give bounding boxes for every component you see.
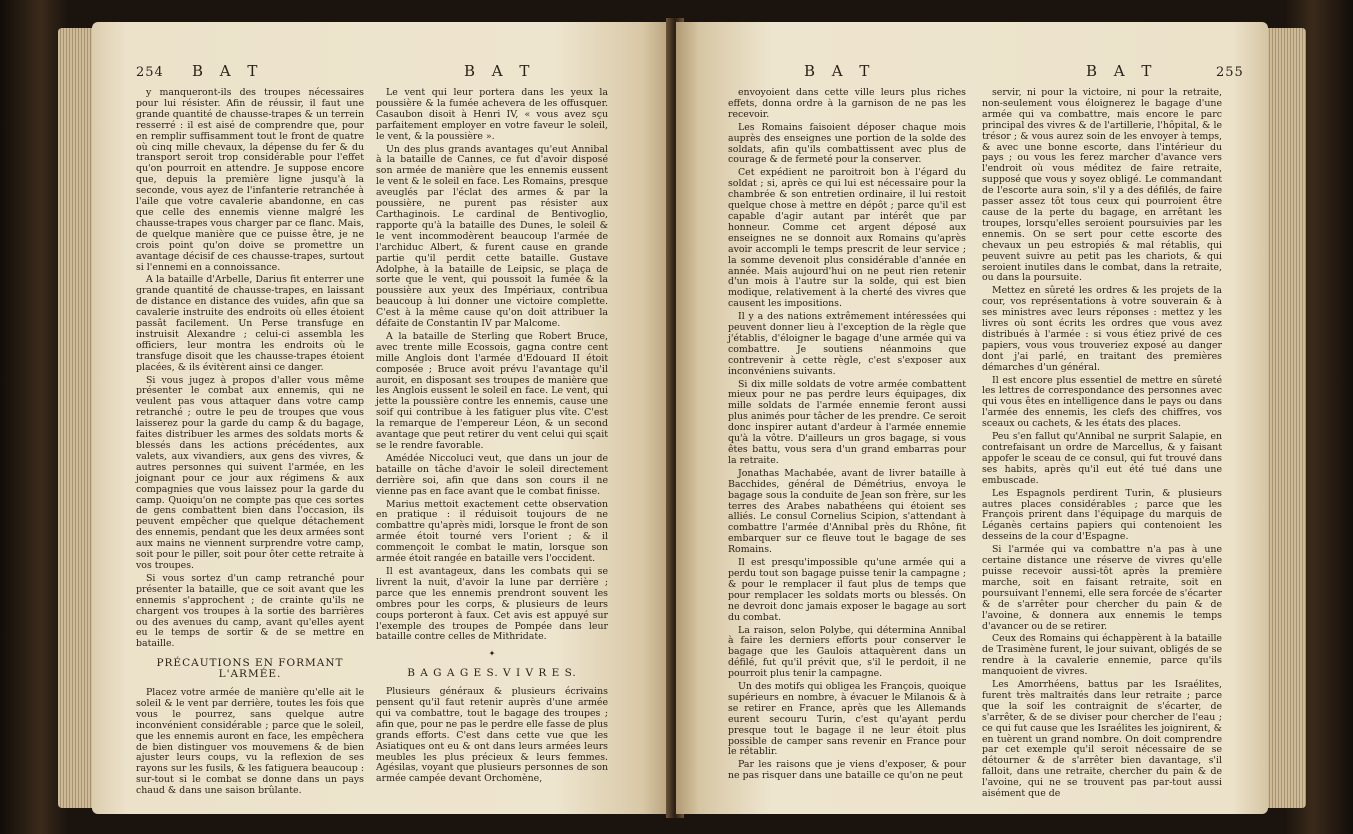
right-column-2	[982, 88, 1222, 802]
paragraph: Si l'armée qui va combattre n'a pas à une certaine distance une réserve de vivres qu'elle puisse recevoir aussi-tôt après la première marche, soit en faisant retraite, soit en poursuivant l'ennemi, elle sera forcée de s'écarter & de s'arrêter pour chercher du pain & de l'avoine, & donnera aux ennemis le temps d'avancer ou de se retirer.	[982, 544, 1222, 632]
paragraph: Placez votre armée de manière qu'elle ait le soleil & le vent par derrière, toutes les fois que vous le pourrez, sans quelque autre inconvénient considérable ; parce que le soleil, que les ennemis auront en face, les empêchera de bien distinguer vos mouvemens & de bien ajuster leurs coups, vu la reflexion de ses rayons sur les fusils, & les fatiguera beaucoup : sur-tout si le combat se donne dans un pays chaud & dans une saison brûlante.	[136, 687, 364, 797]
paragraph: La raison, selon Polybe, qui détermina Annibal à faire les derniers efforts pour conserver le bagage que les Gaulois attaquèrent dans un défilé, fut qu'il prévit que, s'il le perdoit, il ne pourroit plus tenir la campagne.	[728, 624, 966, 680]
left-page-number: 254	[136, 65, 164, 80]
paragraph: Jonathas Machabée, avant de livrer bataille à Bacchides, général de Démétrius, envoya le bagage sous la conduite de Jean son frère, sur les terres des Arabes nabathéens qui étoient ses alliés. Le consul Cornelius Scipion, s'attendant à combattre l'armée d'Annibal près du Rhône, fit embarquer sur ce fleuve tout le bagage de ses Romains.	[728, 467, 966, 556]
left-page	[92, 22, 672, 814]
left-column-2	[376, 88, 608, 787]
left-column-1	[136, 88, 364, 799]
left-head-word-2: B A T	[464, 62, 536, 80]
paragraph: Peu s'en fallut qu'Annibal ne surprit Salapie, en contrefaisant un ordre de Marcellus, & y faisant appofer le sceau de ce consul, qui fut trouvé dans ses habits, après qu'il eut été tué dans une embuscade.	[982, 431, 1222, 486]
paragraph: Si dix mille soldats de votre armée combattent mieux pour ne pas perdre leurs équipages, dix mille soldats de l'armée ennemie feront aussi plus animés pour tâcher de les prendre. Ce seroit donc inspirer autant d'ardeur à l'armée ennemie qu'à la vôtre. D'ailleurs un gros bagage, si vous êtes battu, vous sera d'un grand embarras pour la retraite.	[728, 378, 966, 466]
paragraph: Il est avantageux, dans les combats qui se livrent la nuit, d'avoir la lune par derrière ; parce que les ennemis prendront souvent les ombres pour les corps, & plusieurs de leurs coups porteront à faux. Cet avis est appuyé sur l'exemple des troupes de Pompée dans leur bataille contre celles de Mithridate.	[376, 565, 608, 643]
ornament-icon: ✦	[488, 649, 496, 659]
paragraph: A la bataille d'Arbelle, Darius fit enterrer une grande quantité de chausse-trapes, en laissant de distance en distance des vuides, afin que sa cavalerie instruite des endroits où elles étoient passât facilement. Un Perse transfuge en instruisit Alexandre ; celui-ci assembla les officiers, leur montra les endroits où le transfuge disoit que les chausse-trapes étoient placées, & ils évitèrent ainsi ce danger.	[136, 274, 364, 373]
paragraph: Marius mettoit exactement cette observation en pratique : il réduisoit toujours de ne combattre qu'après midi, lorsque le front de son armée étoit tourné vers l'orient ; & il commençoit le combat le matin, lorsque son armée étoit rangée en bataille vers l'occident.	[376, 498, 608, 565]
paragraph: Ceux des Romains qui échappèrent à la bataille de Trasimène furent, le jour suivant, obligés de se rendre à la cavalerie ennemie, parce qu'ils manquoient de vivres.	[982, 633, 1222, 678]
paragraph: Le vent qui leur portera dans les yeux la poussière & la fumée achevera de les offusquer. Casaubon disoit à Henri IV, « vous avez sçu parfaitement employer en votre faveur le soleil, le vent, & la poussière ».	[376, 87, 608, 142]
section-heading: PRÉCAUTIONS EN FORMANT L'ARMÉE.	[156, 657, 344, 681]
paragraph: Il est presqu'impossible qu'une armée qui a perdu tout son bagage puisse tenir la campagne ; & pour le remplacer il faut plus de temps que pour remplacer les soldats morts ou blessés. On ne devroit donc jamais exposer le bagage au sort du combat.	[728, 557, 966, 623]
right-col1-body	[728, 88, 966, 782]
paragraph: Un des plus grands avantages qu'eut Annibal à la bataille de Cannes, ce fut d'avoir disposé son armée de manière que les ennemis eussent le vent & le soleil en face. Les Romains, presque aveuglés par l'éclat des armes & par la poussière, ne purent pas résister aux Carthaginois. Le cardinal de Bentivoglio, rapporte qu'à la bataille des Dunes, le soleil & le vent incommodèrent beaucoup l'armée de l'archiduc Albert, & furent cause en grande partie qu'il perdit cette bataille. Gustave Adolphe, à la bataille de Leipsic, se plaça de sorte que le vent, qui poussoit la fumée & la poussière aux yeux des Impériaux, contribua beaucoup à lui donner une victoire complette. C'est à la même cause qu'on doit attribuer la défaite de Constantin IV par Malcome.	[376, 143, 608, 330]
paragraph: Si vous jugez à propos d'aller vous même présenter le combat aux ennemis, qui ne veulent pas vous attaquer dans votre camp retranché ; outre le peu de troupes que vous laisserez pour la garde du camp & du bagage, faites distribuer les armes des soldats morts & blessés dans les actions précédentes, aux valets, aux vivandiers, aux gens des vivres, & autres personnes qui suivent l'armée, en les joignant pour ce jour aux régimens & aux compagnies que vous laissez pour la garde du camp. Quoiqu'on ne compte pas que ces sortes de gens combattent bien dans l'occasion, ils peuvent empêcher que quelque détachement des ennemis, pendant que les deux armées sont aux mains ne viennent surprendre votre camp, soit pour le piller, soit pour ôter cette retraite à vos troupes.	[136, 374, 365, 571]
right-running-head	[676, 62, 1268, 82]
left-col2-body	[376, 88, 608, 643]
paragraph: Un des motifs qui obligea les François, quoique supérieurs en nombre, à évacuer le Milanois & à se retirer en France, après que les Allemands eurent secouru Turin, c'est qu'ayant perdu presque tout le bagage il ne leur étoit plus possible de camper sans revenir en France pour le rétablir.	[728, 681, 966, 758]
right-head-word-1: B A T	[804, 62, 876, 80]
paragraph: servir, ni pour la victoire, ni pour la retraite, non-seulement vous éloignerez le bagage d'une armée qui va combattre, mais encore le parc principal des vivres & de l'artillerie, l'hôpital, & le trésor ; & vous aurez soin de les envoyer à temps, & avec une bonne escorte, dans l'intérieur du pays ; ou vous les ferez marcher d'avance vers l'endroit où vous méditez de faire retraite, supposé que vous y soyez obligé. Le commandant de l'escorte aura soin, s'il y a des défilés, de faire passer assez tôt tous ceux qui pourroient être cause de la perte du bagage, en arrêtant les troupes, lorsqu'elles seroient poursuivies par les ennemis. On se sert pour cette escorte des chevaux un peu estropiés & mal rétablis, qui peuvent suivre au petit pas les chariots, & qui seroient inutiles dans le combat, dans la retraite, ou dans la poursuite.	[982, 87, 1222, 284]
page-edges-left	[58, 28, 94, 808]
right-head-word-2: B A T	[1086, 62, 1158, 80]
paragraph: Il est encore plus essentiel de mettre en sûreté les lettres de correspondance des personnes avec qui vous êtes en intelligence dans le pays ou dans l'armée des ennemis, les clefs des chiffres, vos sceaux ou cachets, & les états des places.	[982, 374, 1222, 430]
right-col2-body	[982, 88, 1222, 800]
paragraph: Si vous sortez d'un camp retranché pour présenter la bataille, que ce soit avant que les ennemis s'approchent ; de crainte qu'ils ne chargent vos troupes à la sortie des barrières ou des avenues du camp, avant qu'elles ayent eu le temps de sortir & de se mettre en bataille.	[136, 572, 364, 650]
paragraph: Les Espagnols perdirent Turin, & plusieurs autres places considérables ; parce que les François prirent dans l'équipage du marquis de Léganès certains papiers qui contenoient les desseins de la cour d'Espagne.	[982, 487, 1222, 543]
left-col1-body	[136, 88, 364, 650]
right-column-1	[728, 88, 966, 784]
right-page-number: 255	[1216, 65, 1244, 80]
paragraph: Les Amorrhéens, battus par les Israélites, furent très maltraités dans leur retraite ; parce que la soif les contraignit de s'écarter, de s'arrêter, & de se diviser pour chercher de l'eau ; ce qui fut cause que les Israélites les joignirent, & en tuèrent un grand nombre. On doit comprendre par cet exemple qu'il seroit nécessaire de se détourner & de s'arrêter bien davantage, s'il falloit, dans une retraite, chercher du pain & de l'avoine, qui ne se trouvent pas par-tout aussi aisément que de	[982, 679, 1222, 800]
paragraph: Plusieurs généraux & plusieurs écrivains pensent qu'il faut retenir auprès d'une armée qui va combattre, tout le bagage des troupes ; afin que, pour ne pas le perdre elle fasse de plus grands efforts. C'est dans cette vue que les Asiatiques ont eu & ont dans leurs armées leurs meubles les plus précieux & leurs femmes. Agésilas, voyant que plusieurs personnes de son armée campée devant Orchomène,	[376, 686, 608, 785]
paragraph: Les Romains faisoient déposer chaque mois auprès des enseignes une portion de la solde des soldats, afin qu'ils combattissent avec plus de courage & de fermeté pour la conserver.	[728, 121, 966, 166]
right-page	[676, 22, 1268, 814]
paragraph: envoyoient dans cette ville leurs plus riches effets, donna ordre à la garnison de ne pas les recevoir.	[728, 87, 966, 120]
paragraph: Il y a des nations extrêmement intéressées qui peuvent donner lieu à l'exception de la règle que j'établis, d'éloigner le bagage d'une armée qui va combattre. Je soutiens néanmoins que contrevenir à cette règle, c'est s'exposer aux inconvéniens suivants.	[728, 311, 966, 377]
paragraph: Amédée Niccoluci veut, que dans un jour de bataille on tâche d'avoir le soleil directement derrière soi, afin que dans son cours il ne vienne pas en face avant que le combat finisse.	[376, 452, 608, 497]
paragraph: Cet expédient ne paroitroit bon à l'égard du soldat ; si, après ce qui lui est nécessaire pour la chambrée & son entretien ordinaire, il lui restoit quelque chose à mettre en dépôt ; parce qu'il est capable d'agir autant par intérêt que par honneur. Comme cet argent déposé aux enseignes ne se donnoit aux Romains qu'après avoir accompli le temps prescrit de leur service ; la somme devenoit plus considérable d'année en année. Mais aujourd'hui on ne peut rien retenir d'un mois à l'autre sur la solde, qui est bien modique, relativement à la cherté des vivres que causent les impositions.	[728, 167, 966, 310]
paragraph: y manqueront-ils des troupes nécessaires pour lui résister. Afin de réussir, il faut une grande quantité de chausse-trapes & un terrein resserré : il est aisé de comprendre que, pour en remplir suffisamment tout le front de quatre où cinq mille chevaux, la dépense du fer & du transport seroit trop considérable pour l'effet qu'on pourroit en attendre. Je suppose encore que, depuis la première ligne jusqu'à la seconde, vous ayez de l'infanterie retranchée à l'aile que votre cavalerie abandonne, en cas que celle des ennemis vienne malgré les chausse-trapes vous charger par ce flanc. Mais, de quelque manière que ce puisse être, je ne crois point qu'on doive se promettre un avantage décisif de ces chausse-trapes, surtout si l'ennemi en a connoissance.	[136, 87, 364, 273]
left-running-head	[92, 62, 672, 82]
paragraph: A la bataille de Sterling que Robert Bruce, avec trente mille Ecossois, gagna contre cent mille Anglois dont l'armée d'Edouard II étoit composée ; Bruce avoit prévu l'avantage qu'il auroit, en disposant ses troupes de manière que les Anglois eussent le soleil en face. Le vent, qui jette la poussière contre les ennemis, cause une soif qui contribue à les fatiguer plus vîte. C'est la remarque de l'empereur Léon, & un second avantage que peut retirer du vent celui qui sçait se le rendre favorable.	[376, 330, 608, 451]
page-edges-right	[1266, 28, 1306, 808]
left-head-word-1: B A T	[192, 62, 264, 80]
left-col2-after	[376, 687, 608, 785]
paragraph: Mettez en sûreté les ordres & les projets de la cour, vos représentations à votre souverain & à ses ministres avec leurs réponses : mettez y les livres où sont écrits les ordres que vous avez distribués à l'armée : si vous étiez privé de ces papiers, vous vous trouveriez exposé au danger dont j'ai parlé, en traitant des premières démarches d'un général.	[982, 285, 1222, 373]
left-col1-after	[136, 688, 364, 797]
paragraph: Par les raisons que je viens d'exposer, & pour ne pas risquer dans une bataille ce qu'on ne peut	[728, 759, 966, 782]
col2-heading: B A G A G E S. V I V R E S.	[407, 667, 577, 680]
